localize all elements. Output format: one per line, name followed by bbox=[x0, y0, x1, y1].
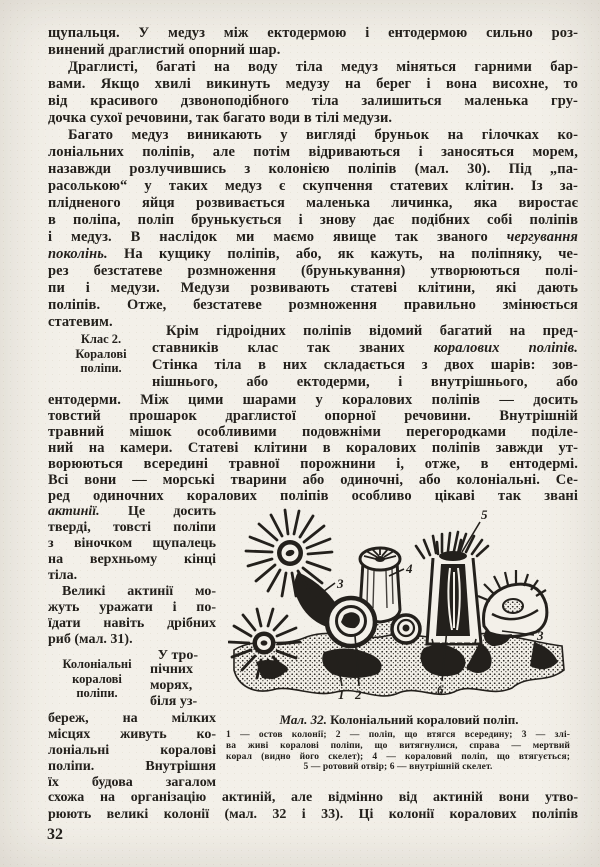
text-line: ний на камери. Статеві клітини в коралових поліпів завжди ут- bbox=[48, 440, 578, 456]
text-line: ентодерми. Між цими шарами у коралових поліпів — досить bbox=[48, 392, 578, 408]
figure-legend bbox=[226, 730, 570, 773]
text-line: плідненого яйця розвивається маленька личинка, яка виростає bbox=[48, 195, 578, 211]
italic-term: чергування bbox=[506, 229, 578, 245]
legend-line: 5 — ротовий отвір; 6 — внутрішній скелет. bbox=[303, 762, 493, 773]
text-line: назавжди розлучившись з колонією поліпів (мал. 30). Під „па- bbox=[48, 161, 578, 177]
text-line: рюють великі колонії (мал. 32 і 33). Ці колонії коралових поліпів bbox=[48, 807, 578, 822]
margin-note-colonial bbox=[50, 657, 144, 701]
text-line: їх будова загалом bbox=[48, 775, 216, 790]
tall-polyp bbox=[416, 532, 488, 644]
italic-term: поколінь. bbox=[48, 246, 108, 262]
text-line: поколінь. На кущику поліпів, або, як кажуть, на поліпняку, че- bbox=[48, 246, 578, 262]
page-number: 32 bbox=[47, 826, 63, 843]
text-line: Всі вони — морські тварини або одиночні, або колоніальні. Се- bbox=[48, 472, 578, 488]
coral-polyp-illustration bbox=[228, 502, 570, 704]
italic-term: коралових поліпів. bbox=[433, 340, 578, 356]
left-column-text bbox=[48, 504, 216, 648]
text-line: риб (мал. 31). bbox=[48, 632, 133, 647]
margin-note-line: Колоніальні bbox=[62, 657, 132, 671]
paragraphs-middle bbox=[48, 392, 578, 504]
text-line: У тро- bbox=[157, 648, 198, 663]
figure-label-3-left: 3 bbox=[337, 576, 344, 591]
text-line: дочка сухої речовини, так багато води в тілі медузи. bbox=[48, 110, 393, 126]
text-line: нішнього, або ектодерми, і внутрішнього, або bbox=[152, 374, 578, 390]
text-line: ворюються всередині травної порожнини і, отже, в ентодермі. bbox=[48, 456, 578, 472]
text-line: на верхньому кінці bbox=[48, 552, 216, 567]
figure-caption-title: Колоніальний кораловий поліп. bbox=[330, 712, 519, 727]
text-line: їдати навіть дрібних bbox=[48, 616, 216, 631]
text-line: поліпи. Внутрішня bbox=[48, 759, 216, 774]
text-line: товстий прошарок драглистої опорної речовини. Внутрішній bbox=[48, 408, 578, 424]
text-line: вами. Якщо хвилі викинуть медузу на берег і вона висохне, то bbox=[48, 76, 578, 92]
text-line: пічних bbox=[150, 662, 193, 677]
text-line: Багато медуз виникають у вигляді бруньок на гілочках ко- bbox=[68, 127, 578, 143]
text-line: береж, на мілких bbox=[48, 711, 216, 726]
text-line: щупальця. У медуз між ектодермою і ентодермою сильно роз- bbox=[48, 25, 578, 41]
text-line: біля уз- bbox=[150, 694, 198, 709]
figure-label-5: 5 bbox=[481, 507, 488, 522]
text-line: Крім гідроідних поліпів відомий багатий на пред- bbox=[166, 323, 578, 339]
figure-caption-ref: Мал. 32. bbox=[279, 712, 327, 727]
text-line: Великі актинії мо- bbox=[62, 584, 216, 599]
text-line: морях, bbox=[150, 678, 193, 693]
margin-note-class2 bbox=[57, 332, 145, 376]
text-line: з віночком щупалець bbox=[48, 536, 216, 551]
text-line: пи і медузи. Медузи розвивають статеві клітини, які дають bbox=[48, 280, 578, 296]
paragraphs-bottom bbox=[48, 789, 578, 823]
text-line: лоніальні коралові bbox=[48, 743, 216, 758]
left-column-text bbox=[48, 711, 216, 791]
text-line: тверді, товсті поліпи bbox=[48, 520, 216, 535]
legend-line: корал (видно його скелет); 4 — кораловий поліп, що втягується; bbox=[226, 751, 570, 762]
paragraphs-top bbox=[48, 25, 578, 331]
text-line: в поліпа, поліп брунькується і знову дає подібних собі поліпів bbox=[48, 212, 578, 228]
text-line: ред одиночних коралових поліпів особливо цікаві так звані bbox=[48, 488, 578, 504]
expanded-polyp-upper bbox=[246, 510, 332, 596]
text-line: тіла. bbox=[48, 568, 78, 583]
margin-note-line: поліпи. bbox=[76, 686, 118, 700]
figure-label-1: 1 bbox=[338, 687, 345, 702]
text-line: схожа на організацію актиній, але відмінно від актиній вони утво- bbox=[48, 790, 578, 805]
text-line: статевим. bbox=[48, 314, 113, 330]
text-line: травний мішок особливими подовжніми перегородками поділе- bbox=[48, 424, 578, 440]
legend-line: 1 — остов колонії; 2 — поліп, що втягся всередину; 3 — злі- bbox=[226, 730, 570, 740]
text-line: місцях живуть ко- bbox=[48, 727, 216, 742]
left-column-text bbox=[150, 662, 216, 710]
margin-note-line: Коралові bbox=[75, 346, 127, 361]
text-line: Стінка тіла в них складається з двох шарів: зов- bbox=[152, 357, 578, 373]
legend-line: ва живі коралові поліпи, що витягнулися, справа — мертвий bbox=[226, 740, 570, 751]
italic-term: актинії. bbox=[48, 504, 100, 519]
text-line: ставників клас так званих коралових поліпів. bbox=[152, 340, 578, 356]
text-line: Драглисті, багаті на воду тіла медуз міняться гарними бар- bbox=[68, 59, 578, 75]
text-line: і медуз. В наслідок ми маємо явище так званого чергування bbox=[48, 229, 578, 245]
text-line: від красивого дзвоноподібного тіла залишиться маленька гру- bbox=[48, 93, 578, 109]
text-line: актинії. Це досить bbox=[48, 504, 216, 519]
figure-label-2: 2 bbox=[355, 687, 362, 702]
text-line: рез безстатеве розмноження (брунькування) утворюються полі- bbox=[48, 263, 578, 279]
figure-label-6: 6 bbox=[437, 682, 444, 697]
margin-note-line: поліпи. bbox=[80, 361, 122, 375]
text-line: поліпів. Отже, безстатеве розмноження правильно змінюється bbox=[48, 297, 578, 313]
figure-caption bbox=[228, 712, 570, 727]
text-line: лоніальних поліпів, але потім відриваються і заносяться морем, bbox=[48, 144, 578, 160]
figure-label-3-right: 3 bbox=[537, 628, 544, 643]
figure-32 bbox=[228, 502, 570, 704]
paragraph-indented bbox=[152, 323, 578, 391]
margin-note-line: Клас 2. bbox=[80, 332, 122, 346]
text-line: винений драглистий опорний шар. bbox=[48, 42, 281, 58]
text-line: жуть уражати і по- bbox=[48, 600, 216, 615]
text-line: расолькою“ у таких медуз є скупчення статевих клітин. Із за- bbox=[48, 178, 578, 194]
figure-label-4: 4 bbox=[406, 561, 413, 576]
margin-note-line: коралові bbox=[72, 671, 122, 686]
